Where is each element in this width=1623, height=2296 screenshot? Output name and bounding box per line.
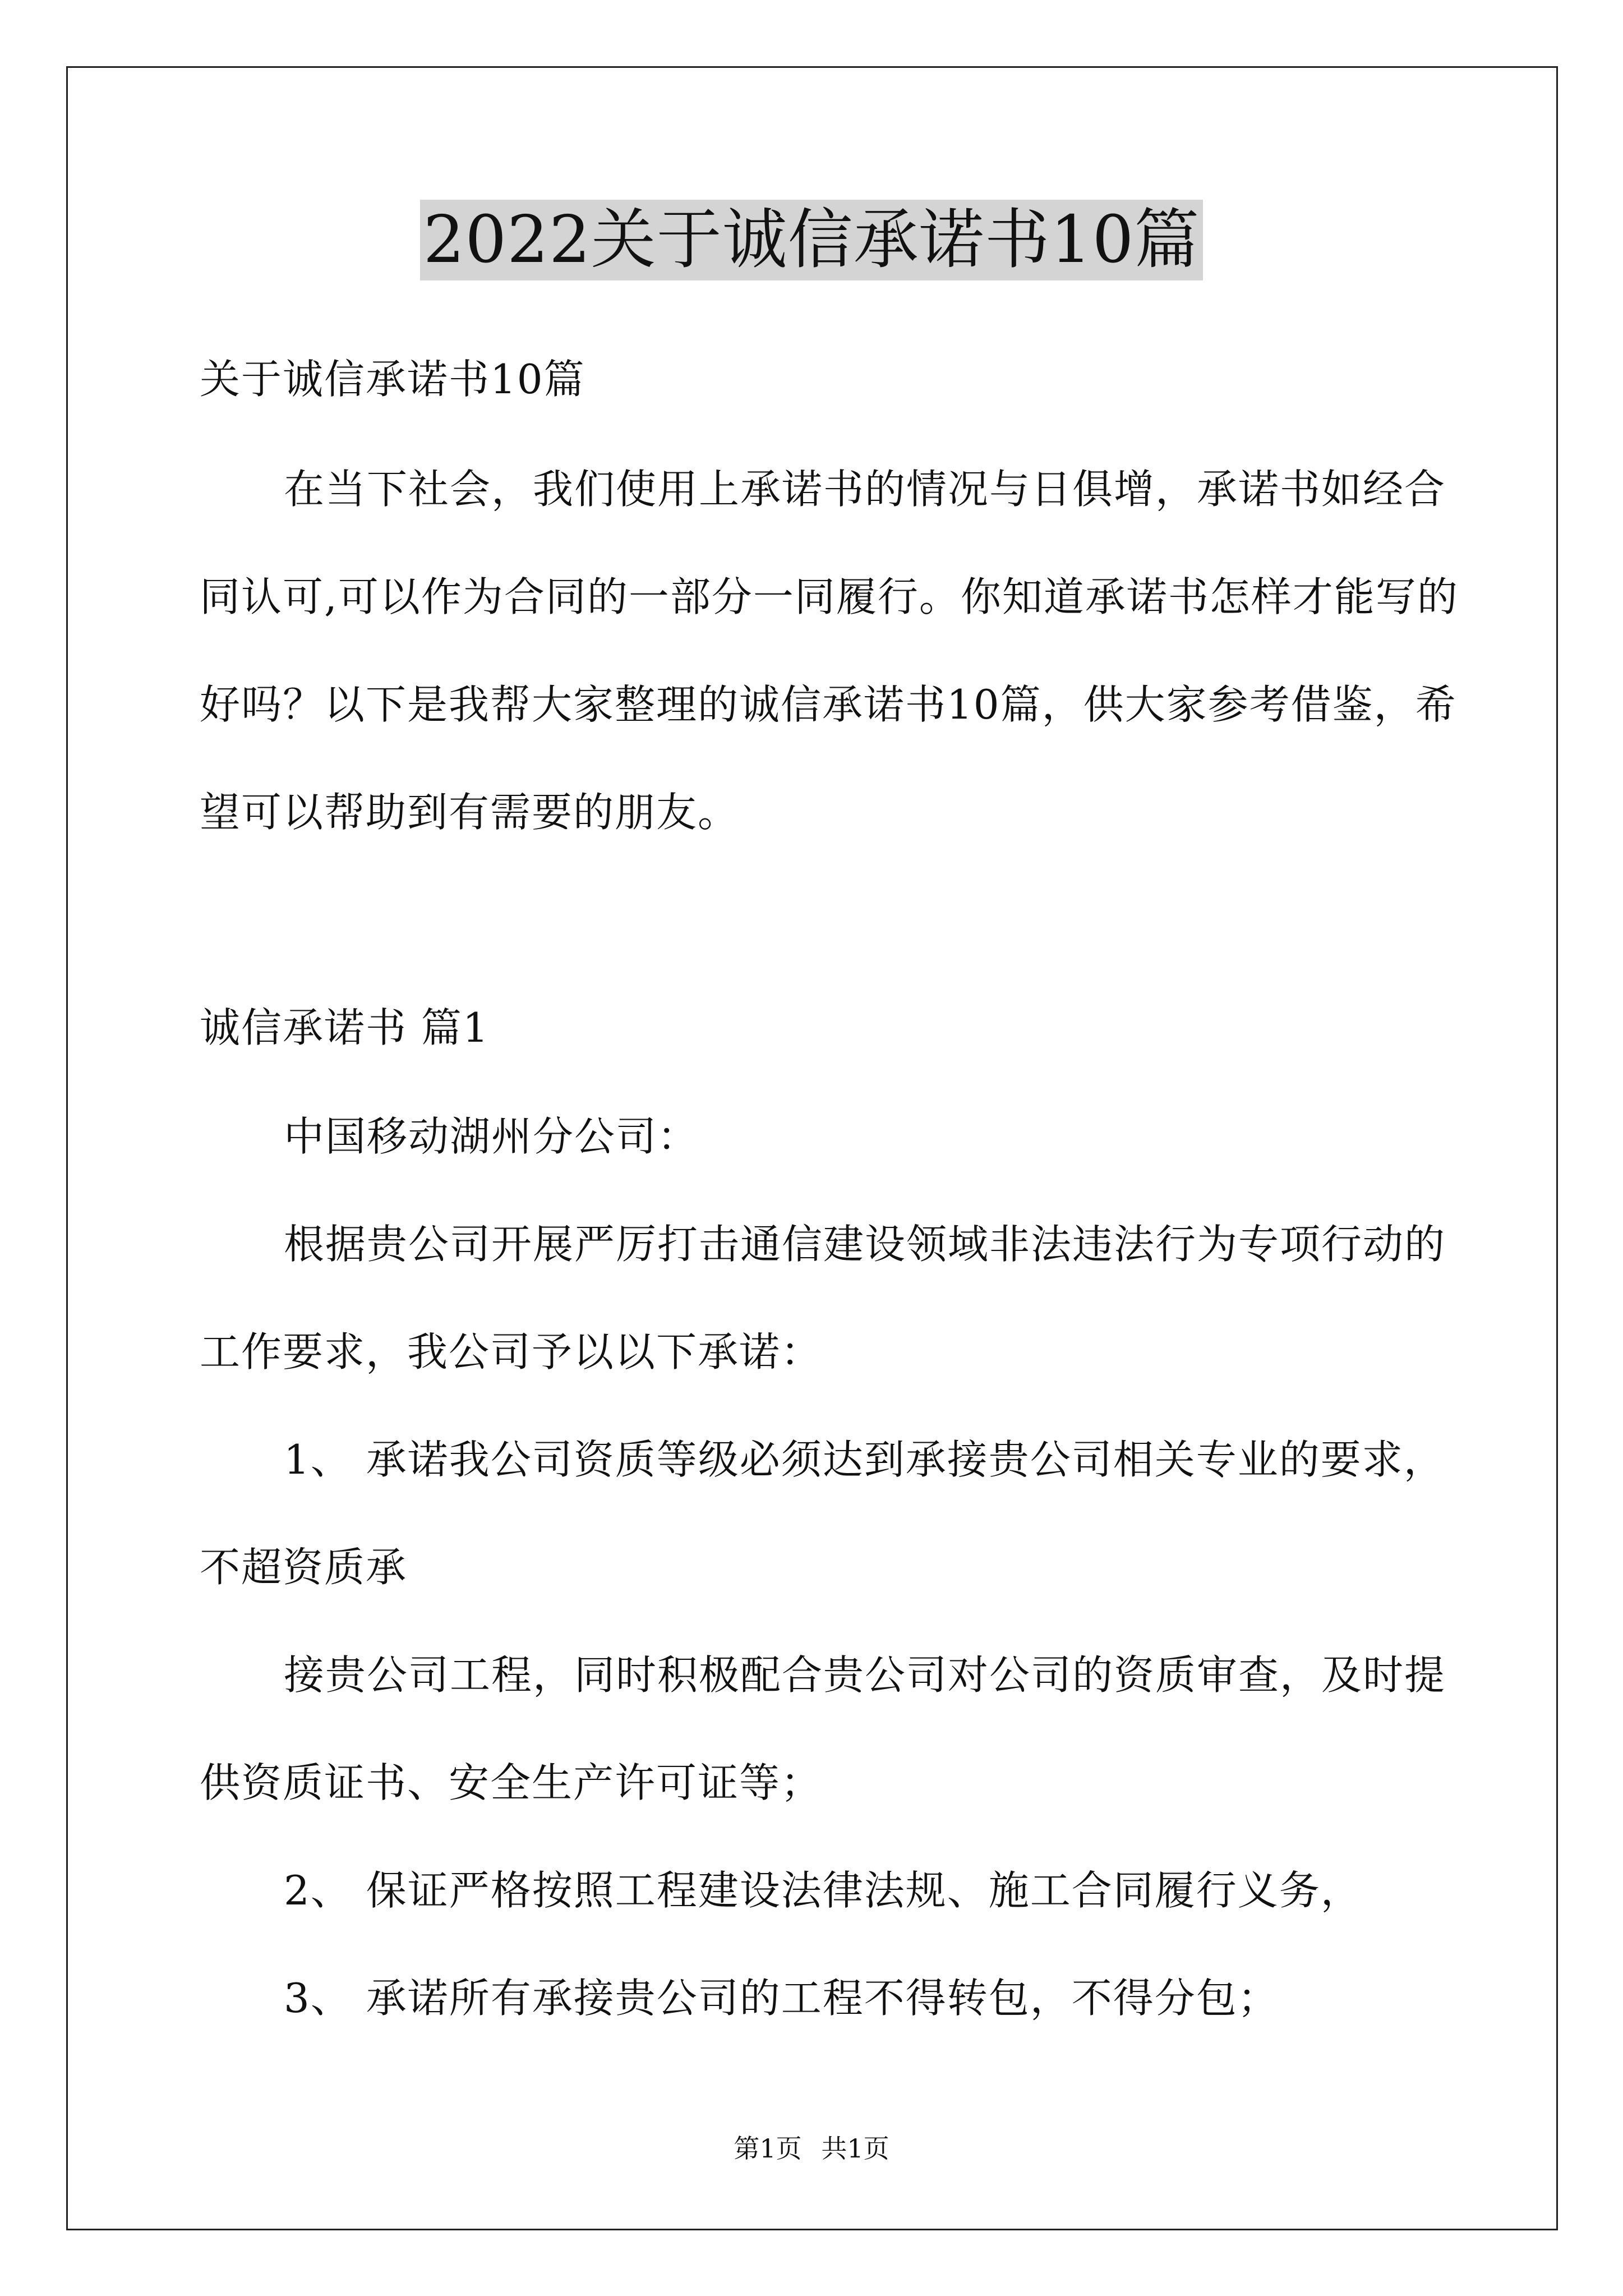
page-footer bbox=[0, 2132, 1623, 2165]
document-subtitle: 关于诚信承诺书10篇 bbox=[200, 356, 585, 403]
body-line-8: 3、 承诺所有承接贵公司的工程不得转包，不得分包； bbox=[284, 1975, 1279, 2022]
title-container bbox=[0, 200, 1623, 280]
addressee: 中国移动湖州分公司： bbox=[284, 1113, 699, 1160]
intro-line-1: 在当下社会，我们使用上承诺书的情况与日俱增，承诺书如经合 bbox=[284, 466, 1446, 513]
body-line-6: 供资质证书、安全生产许可证等； bbox=[200, 1759, 823, 1806]
body-line-4: 不超资质承 bbox=[200, 1544, 408, 1591]
intro-line-4: 望可以帮助到有需要的朋友。 bbox=[200, 789, 740, 836]
body-line-2: 工作要求，我公司予以以下承诺： bbox=[200, 1328, 823, 1375]
page-total: 共1页 bbox=[821, 2133, 889, 2164]
body-line-5: 接贵公司工程，同时积极配合贵公司对公司的资质审查，及时提 bbox=[284, 1651, 1446, 1699]
body-line-1: 根据贵公司开展严厉打击通信建设领域非法违法行为专项行动的 bbox=[284, 1221, 1446, 1268]
section-heading: 诚信承诺书 篇1 bbox=[200, 1004, 490, 1051]
intro-line-3: 好吗？以下是我帮大家整理的诚信承诺书10篇，供大家参考借鉴，希 bbox=[200, 681, 1457, 728]
intro-line-2: 同认可,可以作为合同的一部分一同履行。你知道承诺书怎样才能写的 bbox=[200, 573, 1459, 620]
body-line-7: 2、 保证严格按照工程建设法律法规、施工合同履行义务， bbox=[284, 1867, 1362, 1914]
page-number: 第1页 bbox=[734, 2133, 802, 2164]
document-title: 2022关于诚信承诺书10篇 bbox=[420, 200, 1204, 280]
body-line-3: 1、 承诺我公司资质等级必须达到承接贵公司相关专业的要求， bbox=[284, 1436, 1445, 1483]
